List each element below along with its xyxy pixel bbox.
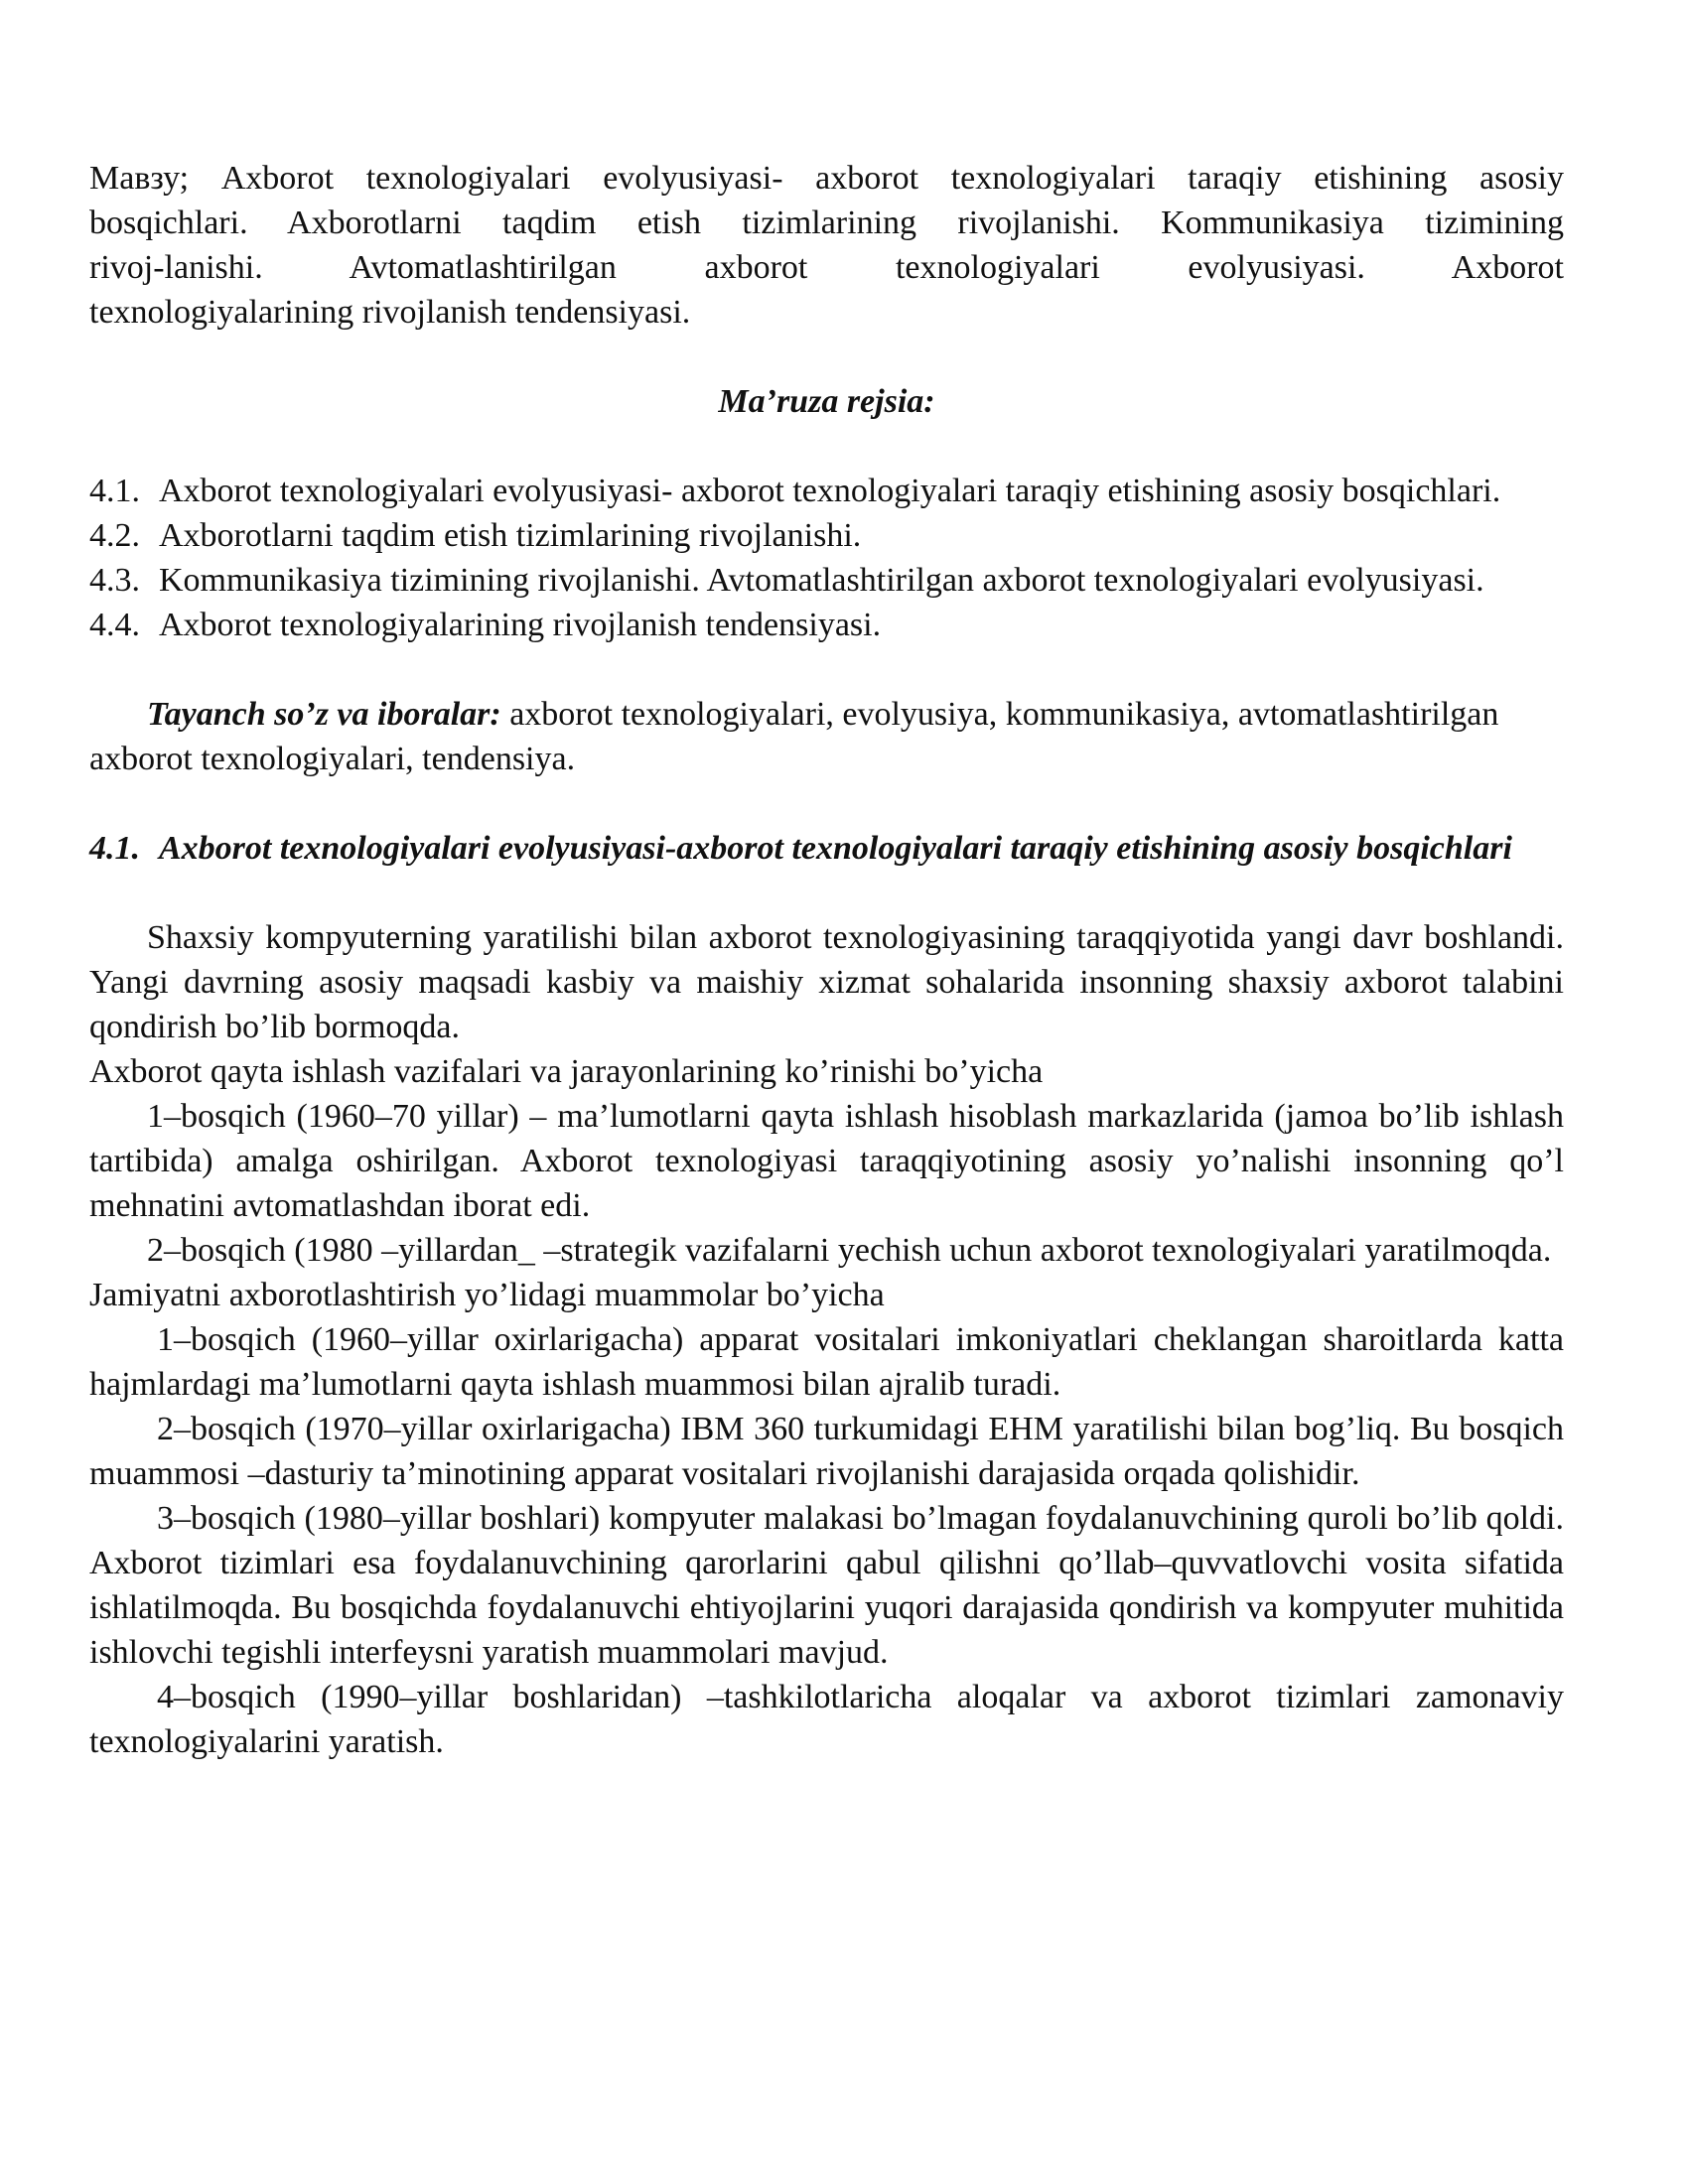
plan-item [89,469,1564,513]
topic-line-4: texnologiyalarining rivojlanish tendensiyasi. [89,294,691,331]
section-number: 4.1. [89,830,140,867]
topic-line-2: bosqichlari. Axborotlarni taqdim etish tizimlarining rivojlanishi. Kommunikasiya tizimining [89,205,1564,241]
section-heading [89,826,1564,871]
keywords-paragraph [89,692,1564,781]
plan-item-number: 4.2. [89,517,140,554]
body-paragraph: Shaxsiy kompyuterning yaratilishi bilan axborot texnologiyasining taraqqiyotida yangi davr boshlandi. Yangi davrning asosiy maqsadi kasbiy va maishiy xizmat sohalarida insonning shaxsiy axborot talabini qondirish bo’lib bormoqda. [89,919,1564,1045]
body-paragraph: 3–bosqich (1980–yillar boshlari) kompyuter malakasi bo’lmagan foydalanuvchining quroli bo’lib qoldi. Axborot tizimlari esa foydalanuvchining qarorlarini qabul qilishni qo’llab–quvvatlovchi vosita sifatida ishlatilmoqda. Bu bosqichda foydalanuvchi ehtiyojlarini yuqori darajasida qondirish va kompyuter muhitida ishlovchi tegishli interfeysni yaratish muammolari mavjud. [89,1500,1564,1671]
body-paragraph: 1–bosqich (1960–yillar oxirlarigacha) apparat vositalari imkoniyatlari cheklangan sharoitlarda katta hajmlardagi ma’lumotlarni qayta ishlash muammosi bilan ajralib turadi. [89,1321,1564,1403]
keywords-text: axborot texnologiyalari, evolyusiya, kommunikasiya, avtomatlashtirilgan axborot texnologiyalari, tendensiya. [89,696,1499,777]
plan-title: Ma’ruza rejsia: [718,383,935,420]
section-title: Axborot texnologiyalari evolyusiyasi-axborot texnologiyalari taraqiy etishining asosiy bosqichlari [159,830,1512,867]
body-paragraph: 4–bosqich (1990–yillar boshlaridan) –tashkilotlaricha aloqalar va axborot tizimlari zamonaviy texnologiyalarini yaratish. [89,1679,1564,1760]
plan-item-number: 4.4. [89,607,140,643]
topic-paragraph [89,156,1564,335]
body-paragraph: Jamiyatni axborotlashtirish yo’lidagi muammolar bo’yicha [89,1277,885,1313]
plan-item [89,513,1564,558]
body-paragraph: Axborot qayta ishlash vazifalari va jarayonlarining ko’rinishi bo’yicha [89,1053,1044,1090]
body-paragraph: 2–bosqich (1980 –yillardan_ –strategik vazifalarni yechish uchun axborot texnologiyalari yaratilmoqda. [147,1232,1552,1269]
body-paragraph: 2–bosqich (1970–yillar oxirlarigacha) IBM 360 turkumidagi EHM yaratilishi bilan bog’liq. Bu bosqich muammosi –dasturiy ta’minotining apparat vositalari rivojlanishi darajasida orqada qolishidir. [89,1411,1564,1492]
topic-line-1: Мавзу; Axborot texnologiyalari evolyusiyasi- axborot texnologiyalari taraqiy etishining asosiy [89,160,1564,197]
document-page [89,156,1564,1764]
section-body [89,915,1564,1764]
plan-item-number: 4.1. [89,473,140,509]
plan-item-text: Axborot texnologiyalari evolyusiyasi- axborot texnologiyalari taraqiy etishining asosiy bosqichlari. [159,473,1501,509]
topic-line-3: rivoj-lanishi. Avtomatlashtirilgan axborot texnologiyalari evolyusiyasi. Axborot [89,249,1564,286]
plan-item [89,558,1564,603]
keywords-label: Tayanch so’z va iboralar: [147,696,501,733]
body-paragraph: 1–bosqich (1960–70 yillar) – ma’lumotlarni qayta ishlash hisoblash markazlarida (jamoa bo’lib ishlash tartibida) amalga oshirilgan. Axborot texnologiyasi taraqqiyotining asosiy yo’nalishi insonning qo’l mehnatini avtomatlashdan iborat edi. [89,1098,1564,1224]
plan-item [89,603,1564,647]
plan-item-text: Axborotlarni taqdim etish tizimlarining rivojlanishi. [159,517,862,554]
plan-item-text: Axborot texnologiyalarining rivojlanish tendensiyasi. [159,607,882,643]
plan-item-number: 4.3. [89,562,140,599]
plan-list [89,469,1564,647]
plan-item-text: Kommunikasiya tizimining rivojlanishi. Avtomatlashtirilgan axborot texnologiyalari evolyusiyasi. [159,562,1484,599]
